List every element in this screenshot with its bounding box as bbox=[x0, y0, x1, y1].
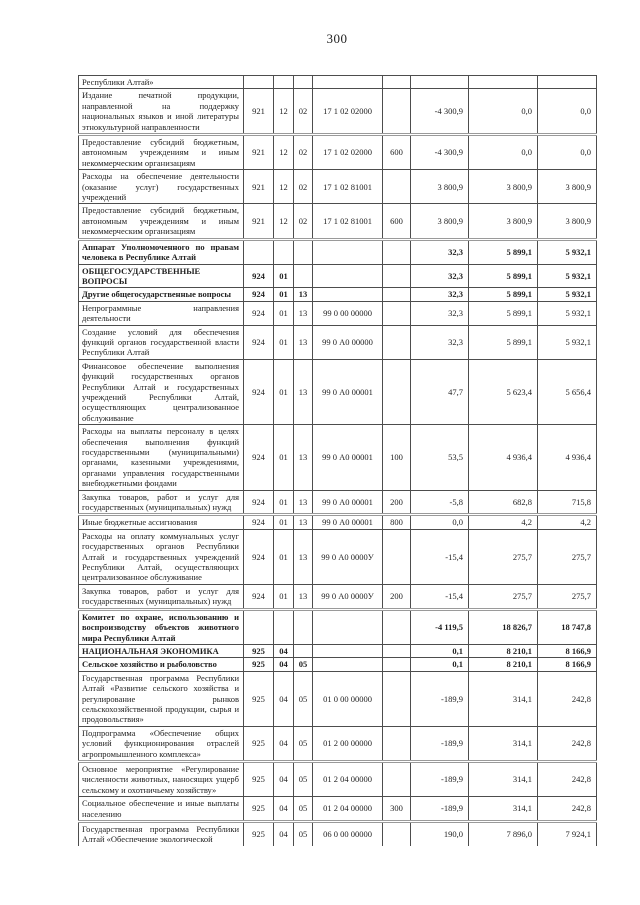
cell-grbs-code: 924 bbox=[244, 490, 274, 515]
cell-grbs-code: 921 bbox=[244, 204, 274, 239]
cell-pr-code: 05 bbox=[294, 822, 313, 846]
cell-amount-year1: 7 896,0 bbox=[469, 822, 538, 846]
cell-grbs-code: 921 bbox=[244, 135, 274, 170]
cell-csr-code bbox=[313, 239, 383, 264]
cell-vr-code bbox=[383, 288, 411, 301]
cell-amount-year1: 5 623,4 bbox=[469, 359, 538, 424]
cell-grbs-code bbox=[244, 239, 274, 264]
cell-grbs-code: 925 bbox=[244, 797, 274, 822]
cell-vr-code bbox=[383, 658, 411, 671]
cell-rz-code: 04 bbox=[274, 671, 294, 726]
cell-row-name: Издание печатной продукции, направленной на поддержку национальных языков и иной литературы этнокультурной направленности bbox=[79, 89, 244, 135]
cell-csr-code: 99 0 А0 00000 bbox=[313, 325, 383, 359]
cell-csr-code bbox=[313, 658, 383, 671]
cell-amount-year2: 0,0 bbox=[538, 89, 597, 135]
cell-row-name: НАЦИОНАЛЬНАЯ ЭКОНОМИКА bbox=[79, 644, 244, 657]
table-row bbox=[79, 671, 597, 726]
table-row bbox=[79, 239, 597, 264]
cell-amount-year2: 3 800,9 bbox=[538, 204, 597, 239]
table-row bbox=[79, 288, 597, 301]
cell-csr-code: 17 1 02 02000 bbox=[313, 135, 383, 170]
cell-csr-code: 01 2 04 00000 bbox=[313, 761, 383, 796]
table-row bbox=[79, 490, 597, 515]
table-row bbox=[79, 204, 597, 239]
cell-pr-code: 13 bbox=[294, 584, 313, 609]
cell-vr-code: 300 bbox=[383, 797, 411, 822]
cell-row-name: Аппарат Уполномоченного по правам человека в Республике Алтай bbox=[79, 239, 244, 264]
cell-grbs-code: 925 bbox=[244, 644, 274, 657]
cell-grbs-code: 925 bbox=[244, 761, 274, 796]
cell-pr-code: 13 bbox=[294, 490, 313, 515]
cell-rz-code: 01 bbox=[274, 425, 294, 490]
cell-csr-code: 17 1 02 02000 bbox=[313, 89, 383, 135]
cell-amount-change: 47,7 bbox=[411, 359, 469, 424]
table-row bbox=[79, 515, 597, 529]
cell-amount-year1 bbox=[469, 76, 538, 89]
cell-grbs-code: 924 bbox=[244, 325, 274, 359]
cell-amount-year2: 4 936,4 bbox=[538, 425, 597, 490]
cell-pr-code: 13 bbox=[294, 425, 313, 490]
cell-amount-change: 0,1 bbox=[411, 658, 469, 671]
cell-pr-code: 02 bbox=[294, 135, 313, 170]
cell-vr-code: 200 bbox=[383, 584, 411, 609]
cell-amount-year1: 8 210,1 bbox=[469, 658, 538, 671]
cell-rz-code: 01 bbox=[274, 359, 294, 424]
table-row bbox=[79, 609, 597, 644]
cell-amount-year2: 5 932,1 bbox=[538, 239, 597, 264]
cell-row-name: Расходы на выплаты персоналу в целях обеспечения выполнения функций государственными (муниципальными) органами, казенными учреждениями, органами управления государственными внебюджетными фондами bbox=[79, 425, 244, 490]
cell-csr-code: 99 0 00 00000 bbox=[313, 301, 383, 325]
cell-amount-year1: 0,0 bbox=[469, 89, 538, 135]
cell-amount-year1: 314,1 bbox=[469, 761, 538, 796]
table-row bbox=[79, 89, 597, 135]
cell-pr-code: 02 bbox=[294, 170, 313, 204]
cell-amount-year2: 5 932,1 bbox=[538, 264, 597, 288]
cell-pr-code: 05 bbox=[294, 671, 313, 726]
cell-rz-code: 12 bbox=[274, 135, 294, 170]
cell-amount-change: -189,9 bbox=[411, 726, 469, 761]
cell-pr-code bbox=[294, 609, 313, 644]
cell-grbs-code: 924 bbox=[244, 359, 274, 424]
cell-vr-code: 600 bbox=[383, 204, 411, 239]
cell-row-name: Расходы на обеспечение деятельности (оказание услуг) государственных учреждений bbox=[79, 170, 244, 204]
cell-grbs-code: 924 bbox=[244, 515, 274, 529]
cell-rz-code: 01 bbox=[274, 584, 294, 609]
cell-amount-change: -189,9 bbox=[411, 761, 469, 796]
cell-csr-code: 06 0 00 00000 bbox=[313, 822, 383, 846]
cell-amount-change: -15,4 bbox=[411, 584, 469, 609]
table-row bbox=[79, 822, 597, 846]
budget-table-body bbox=[79, 76, 597, 846]
cell-amount-year2: 242,8 bbox=[538, 761, 597, 796]
cell-vr-code bbox=[383, 170, 411, 204]
cell-amount-year1: 4,2 bbox=[469, 515, 538, 529]
table-row bbox=[79, 359, 597, 424]
cell-pr-code: 13 bbox=[294, 325, 313, 359]
cell-amount-change: 0,0 bbox=[411, 515, 469, 529]
cell-amount-change: 0,1 bbox=[411, 644, 469, 657]
cell-row-name: ОБЩЕГОСУДАРСТВЕННЫЕ ВОПРОСЫ bbox=[79, 264, 244, 288]
cell-amount-year1: 314,1 bbox=[469, 726, 538, 761]
cell-pr-code: 13 bbox=[294, 529, 313, 584]
cell-row-name: Иные бюджетные ассигнования bbox=[79, 515, 244, 529]
cell-vr-code bbox=[383, 239, 411, 264]
cell-grbs-code: 924 bbox=[244, 301, 274, 325]
cell-grbs-code bbox=[244, 609, 274, 644]
cell-amount-year1: 275,7 bbox=[469, 529, 538, 584]
cell-amount-change: 32,3 bbox=[411, 264, 469, 288]
table-row bbox=[79, 761, 597, 796]
cell-csr-code: 99 0 А0 0000У bbox=[313, 584, 383, 609]
cell-grbs-code bbox=[244, 76, 274, 89]
cell-rz-code: 04 bbox=[274, 761, 294, 796]
cell-vr-code: 100 bbox=[383, 425, 411, 490]
cell-grbs-code: 924 bbox=[244, 584, 274, 609]
cell-vr-code bbox=[383, 89, 411, 135]
cell-amount-year1: 275,7 bbox=[469, 584, 538, 609]
cell-pr-code: 02 bbox=[294, 204, 313, 239]
cell-row-name: Расходы на оплату коммунальных услуг государственных органов Республики Алтай и государственных учреждений Республики Алтай, осуществляющих централизованное обслуживание bbox=[79, 529, 244, 584]
cell-grbs-code: 924 bbox=[244, 529, 274, 584]
cell-vr-code bbox=[383, 325, 411, 359]
cell-csr-code: 01 2 00 00000 bbox=[313, 726, 383, 761]
cell-grbs-code: 921 bbox=[244, 170, 274, 204]
cell-rz-code: 04 bbox=[274, 822, 294, 846]
cell-amount-year2: 275,7 bbox=[538, 584, 597, 609]
cell-vr-code bbox=[383, 359, 411, 424]
cell-amount-year1: 0,0 bbox=[469, 135, 538, 170]
cell-rz-code bbox=[274, 609, 294, 644]
table-row bbox=[79, 325, 597, 359]
cell-pr-code: 05 bbox=[294, 726, 313, 761]
cell-amount-change: -15,4 bbox=[411, 529, 469, 584]
cell-amount-year1: 314,1 bbox=[469, 671, 538, 726]
cell-row-name: Закупка товаров, работ и услуг для государственных (муниципальных) нужд bbox=[79, 490, 244, 515]
cell-amount-year2: 4,2 bbox=[538, 515, 597, 529]
cell-grbs-code: 924 bbox=[244, 288, 274, 301]
cell-pr-code: 05 bbox=[294, 761, 313, 796]
cell-vr-code bbox=[383, 644, 411, 657]
cell-rz-code: 04 bbox=[274, 797, 294, 822]
cell-amount-year1: 5 899,1 bbox=[469, 325, 538, 359]
cell-csr-code: 99 0 А0 0000У bbox=[313, 529, 383, 584]
page-number: 300 bbox=[326, 31, 348, 46]
cell-amount-change bbox=[411, 76, 469, 89]
table-row bbox=[79, 658, 597, 671]
cell-vr-code bbox=[383, 76, 411, 89]
cell-amount-year1: 314,1 bbox=[469, 797, 538, 822]
cell-row-name: Государственная программа Республики Алтай «Развитие сельского хозяйства и регулирование рынков сельскохозяйственной продукции, сырья и продовольствия» bbox=[79, 671, 244, 726]
cell-amount-change: 190,0 bbox=[411, 822, 469, 846]
cell-grbs-code: 924 bbox=[244, 425, 274, 490]
cell-amount-year2: 275,7 bbox=[538, 529, 597, 584]
cell-pr-code: 13 bbox=[294, 301, 313, 325]
cell-grbs-code: 921 bbox=[244, 89, 274, 135]
cell-pr-code: 05 bbox=[294, 658, 313, 671]
cell-amount-change: 32,3 bbox=[411, 239, 469, 264]
cell-rz-code: 12 bbox=[274, 204, 294, 239]
cell-pr-code bbox=[294, 264, 313, 288]
cell-rz-code: 01 bbox=[274, 301, 294, 325]
cell-rz-code: 04 bbox=[274, 658, 294, 671]
cell-amount-year1: 5 899,1 bbox=[469, 301, 538, 325]
cell-vr-code bbox=[383, 301, 411, 325]
cell-csr-code bbox=[313, 76, 383, 89]
cell-csr-code: 17 1 02 81001 bbox=[313, 170, 383, 204]
cell-amount-year2: 3 800,9 bbox=[538, 170, 597, 204]
cell-row-name: Предоставление субсидий бюджетным, автономным учреждениям и иным некоммерческим организациям bbox=[79, 135, 244, 170]
cell-csr-code bbox=[313, 644, 383, 657]
table-row bbox=[79, 264, 597, 288]
cell-vr-code bbox=[383, 529, 411, 584]
cell-csr-code: 99 0 А0 00001 bbox=[313, 515, 383, 529]
cell-grbs-code: 925 bbox=[244, 671, 274, 726]
cell-amount-year1: 5 899,1 bbox=[469, 264, 538, 288]
cell-csr-code: 99 0 А0 00001 bbox=[313, 425, 383, 490]
cell-vr-code: 200 bbox=[383, 490, 411, 515]
cell-grbs-code: 925 bbox=[244, 658, 274, 671]
cell-rz-code: 12 bbox=[274, 170, 294, 204]
cell-pr-code: 13 bbox=[294, 359, 313, 424]
cell-vr-code: 600 bbox=[383, 135, 411, 170]
cell-amount-year2: 242,8 bbox=[538, 726, 597, 761]
cell-amount-change: 32,3 bbox=[411, 325, 469, 359]
cell-amount-year2: 242,8 bbox=[538, 671, 597, 726]
cell-amount-year2: 0,0 bbox=[538, 135, 597, 170]
cell-amount-year1: 4 936,4 bbox=[469, 425, 538, 490]
table-row bbox=[79, 76, 597, 89]
cell-amount-year1: 8 210,1 bbox=[469, 644, 538, 657]
cell-amount-year1: 5 899,1 bbox=[469, 239, 538, 264]
cell-csr-code: 99 0 А0 00001 bbox=[313, 359, 383, 424]
cell-amount-change: -189,9 bbox=[411, 797, 469, 822]
table-row bbox=[79, 135, 597, 170]
cell-pr-code bbox=[294, 644, 313, 657]
cell-row-name: Республики Алтай» bbox=[79, 76, 244, 89]
cell-amount-year2: 5 932,1 bbox=[538, 288, 597, 301]
cell-pr-code bbox=[294, 76, 313, 89]
cell-row-name: Основное мероприятие «Регулирование численности животных, наносящих ущерб сельскому и охотничьему хозяйству» bbox=[79, 761, 244, 796]
cell-row-name: Другие общегосударственные вопросы bbox=[79, 288, 244, 301]
table-row bbox=[79, 797, 597, 822]
cell-csr-code: 01 0 00 00000 bbox=[313, 671, 383, 726]
cell-grbs-code: 924 bbox=[244, 264, 274, 288]
cell-amount-year2: 5 656,4 bbox=[538, 359, 597, 424]
cell-grbs-code: 925 bbox=[244, 726, 274, 761]
cell-rz-code: 01 bbox=[274, 515, 294, 529]
cell-row-name: Закупка товаров, работ и услуг для государственных (муниципальных) нужд bbox=[79, 584, 244, 609]
cell-rz-code bbox=[274, 76, 294, 89]
cell-amount-change: -5,8 bbox=[411, 490, 469, 515]
cell-amount-change: 53,5 bbox=[411, 425, 469, 490]
table-row bbox=[79, 584, 597, 609]
cell-row-name: Подпрограмма «Обеспечение общих условий функционирования отраслей агропромышленного комплекса» bbox=[79, 726, 244, 761]
cell-csr-code bbox=[313, 609, 383, 644]
cell-amount-year1: 3 800,9 bbox=[469, 204, 538, 239]
cell-amount-year1: 682,8 bbox=[469, 490, 538, 515]
cell-rz-code: 01 bbox=[274, 288, 294, 301]
cell-amount-change: -4 300,9 bbox=[411, 135, 469, 170]
cell-amount-change: -4 119,5 bbox=[411, 609, 469, 644]
cell-row-name: Комитет по охране, использованию и воспроизводству объектов животного мира Республики Алтай bbox=[79, 609, 244, 644]
table-row bbox=[79, 529, 597, 584]
cell-amount-change: 32,3 bbox=[411, 288, 469, 301]
cell-vr-code bbox=[383, 761, 411, 796]
cell-csr-code: 17 1 02 81001 bbox=[313, 204, 383, 239]
cell-vr-code bbox=[383, 726, 411, 761]
cell-rz-code: 01 bbox=[274, 490, 294, 515]
cell-vr-code bbox=[383, 264, 411, 288]
cell-rz-code: 12 bbox=[274, 89, 294, 135]
cell-row-name: Финансовое обеспечение выполнения функций государственных органов Республики Алтай и государственных учреждений Республики Алтай, осуществляющих централизованное обслуживание bbox=[79, 359, 244, 424]
cell-csr-code: 01 2 04 00000 bbox=[313, 797, 383, 822]
table-row bbox=[79, 425, 597, 490]
cell-csr-code bbox=[313, 288, 383, 301]
cell-row-name: Создание условий для обеспечения функций органов государственной власти Республики Алтай bbox=[79, 325, 244, 359]
cell-rz-code: 01 bbox=[274, 529, 294, 584]
table-row bbox=[79, 644, 597, 657]
cell-rz-code: 01 bbox=[274, 325, 294, 359]
cell-amount-change: 3 800,9 bbox=[411, 204, 469, 239]
cell-vr-code bbox=[383, 671, 411, 726]
cell-amount-change: -189,9 bbox=[411, 671, 469, 726]
cell-grbs-code: 925 bbox=[244, 822, 274, 846]
cell-row-name: Предоставление субсидий бюджетным, автономным учреждениям и иным некоммерческим организациям bbox=[79, 204, 244, 239]
cell-amount-year2: 5 932,1 bbox=[538, 325, 597, 359]
cell-vr-code: 800 bbox=[383, 515, 411, 529]
cell-amount-year1: 3 800,9 bbox=[469, 170, 538, 204]
cell-amount-year1: 18 826,7 bbox=[469, 609, 538, 644]
table-row bbox=[79, 301, 597, 325]
cell-amount-year2: 8 166,9 bbox=[538, 658, 597, 671]
cell-rz-code: 04 bbox=[274, 644, 294, 657]
cell-row-name: Государственная программа Республики Алтай «Обеспечение экологической bbox=[79, 822, 244, 846]
cell-rz-code bbox=[274, 239, 294, 264]
table-row bbox=[79, 726, 597, 761]
cell-pr-code: 13 bbox=[294, 288, 313, 301]
cell-amount-change: 32,3 bbox=[411, 301, 469, 325]
cell-amount-year2: 5 932,1 bbox=[538, 301, 597, 325]
cell-amount-change: -4 300,9 bbox=[411, 89, 469, 135]
table-row bbox=[79, 170, 597, 204]
cell-amount-year2: 7 924,1 bbox=[538, 822, 597, 846]
cell-amount-change: 3 800,9 bbox=[411, 170, 469, 204]
cell-vr-code bbox=[383, 822, 411, 846]
cell-amount-year2: 18 747,8 bbox=[538, 609, 597, 644]
cell-csr-code: 99 0 А0 00001 bbox=[313, 490, 383, 515]
cell-row-name: Непрограммные направления деятельности bbox=[79, 301, 244, 325]
cell-amount-year2: 715,8 bbox=[538, 490, 597, 515]
cell-rz-code: 04 bbox=[274, 726, 294, 761]
cell-pr-code: 13 bbox=[294, 515, 313, 529]
cell-amount-year2: 242,8 bbox=[538, 797, 597, 822]
cell-amount-year2: 8 166,9 bbox=[538, 644, 597, 657]
cell-csr-code bbox=[313, 264, 383, 288]
cell-pr-code bbox=[294, 239, 313, 264]
cell-pr-code: 05 bbox=[294, 797, 313, 822]
cell-vr-code bbox=[383, 609, 411, 644]
cell-amount-year1: 5 899,1 bbox=[469, 288, 538, 301]
cell-rz-code: 01 bbox=[274, 264, 294, 288]
cell-row-name: Социальное обеспечение и иные выплаты населению bbox=[79, 797, 244, 822]
cell-pr-code: 02 bbox=[294, 89, 313, 135]
cell-row-name: Сельское хозяйство и рыболовство bbox=[79, 658, 244, 671]
budget-table bbox=[78, 75, 597, 846]
cell-amount-year2 bbox=[538, 76, 597, 89]
